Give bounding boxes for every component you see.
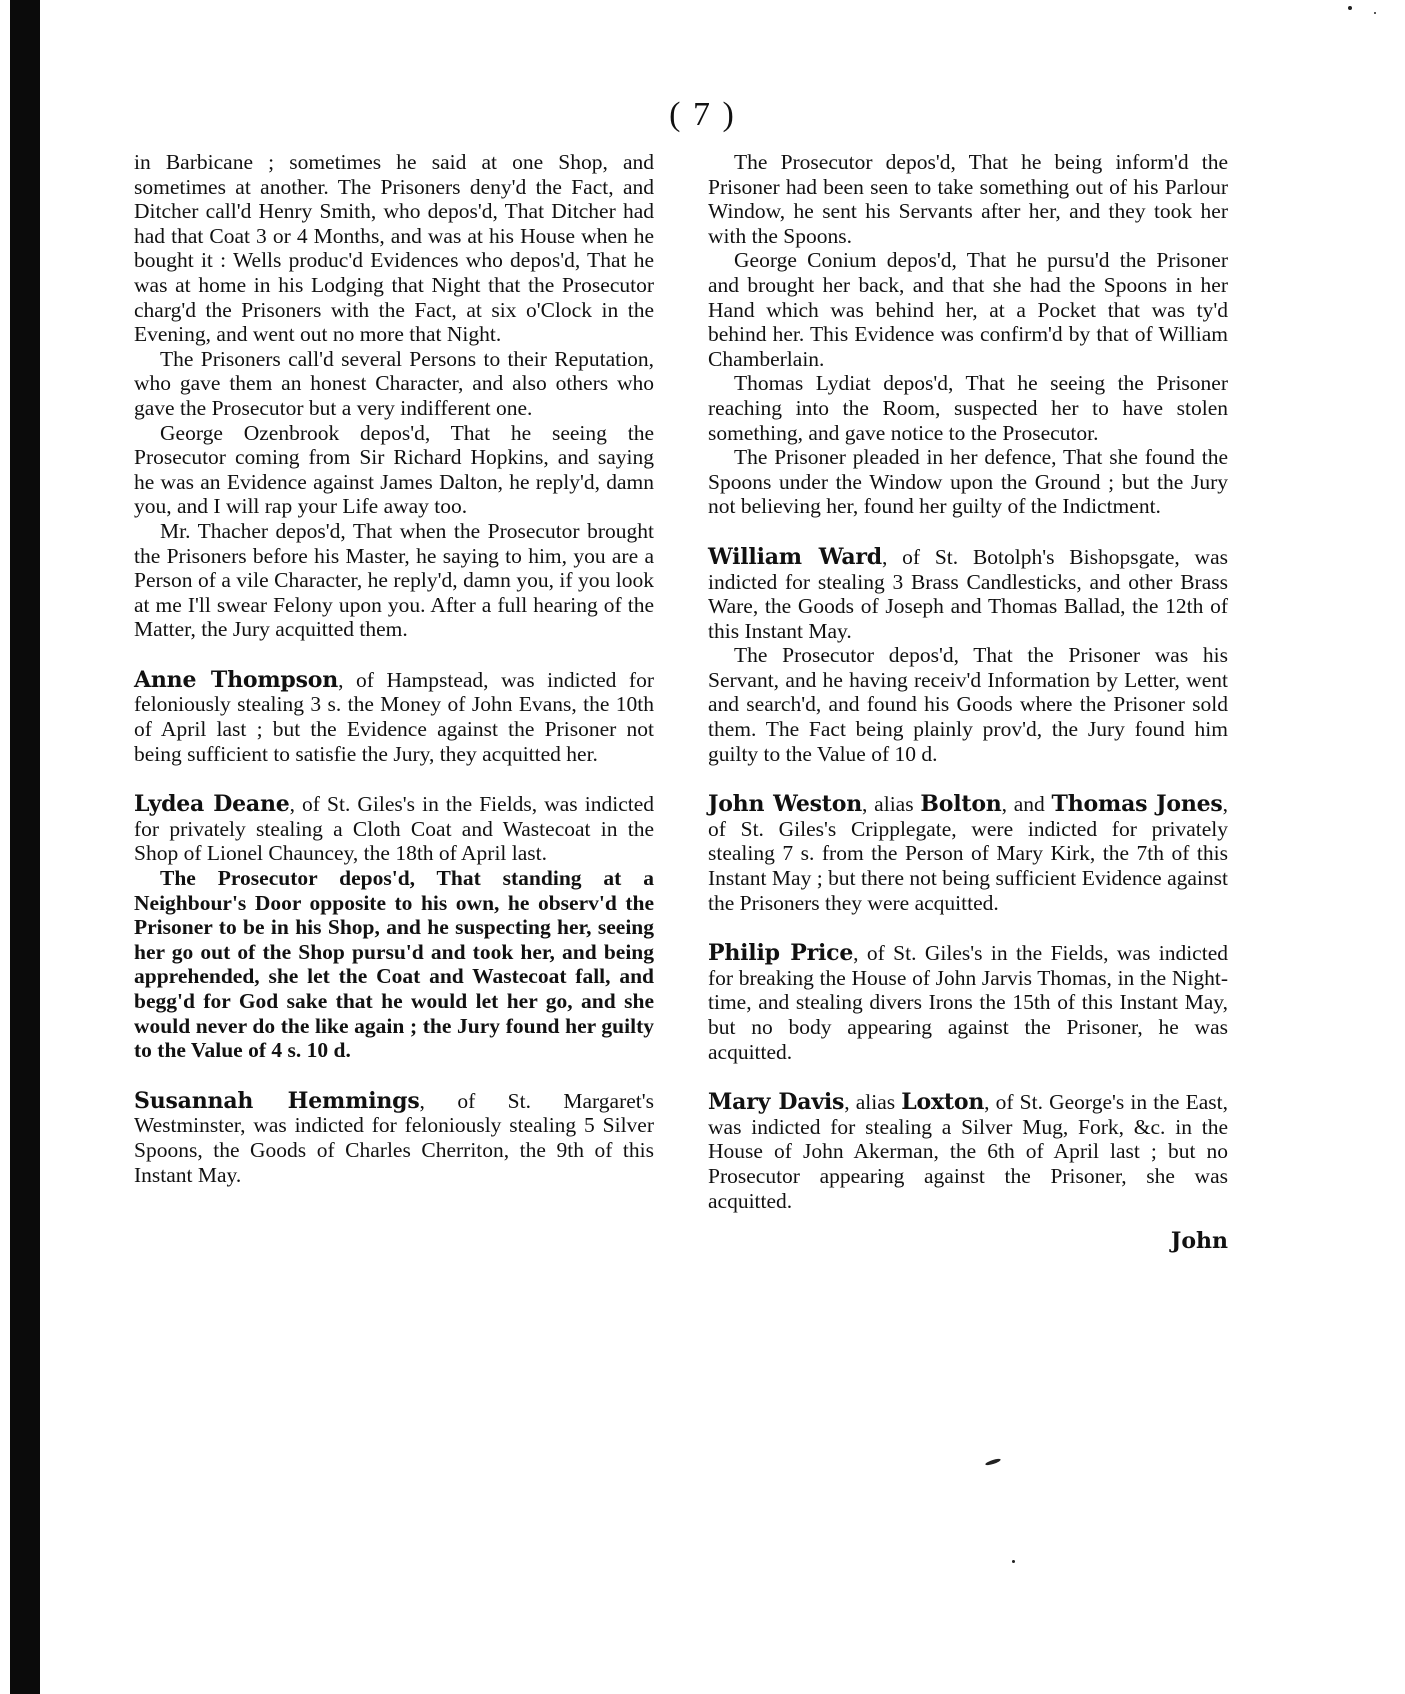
case-entry — [708, 941, 1228, 1064]
defendant-name: John Weston — [708, 791, 863, 818]
defendant-name: Mary Davis — [708, 1089, 845, 1116]
case-heading — [708, 941, 1228, 1064]
paragraph: The Prisoners call'd several Persons to their Reputation, who gave them an honest Character, and also others who gave the Prosecutor but a very indifferent one. — [134, 346, 654, 420]
and-label: , and — [1001, 792, 1052, 817]
paragraph: George Conium depos'd, That he pursu'd the Prisoner and brought her back, and that she had the Spoons in her Hand which was behind her, at a Pocket that was ty'd behind her. This Evidence was confirm'd by that of William Chamberlain. — [708, 248, 1228, 371]
case-entry — [708, 545, 1228, 766]
case-heading — [708, 792, 1228, 915]
alias-name: Bolton — [920, 791, 1002, 818]
case-text: , of St. Giles's Cripplegate, were indicted for privately stealing 7 s. from the Person of Mary Kirk, the 7th of this Instant May ; but there not being sufficient Evidence against the Prisoners they were acquitted. — [708, 792, 1228, 915]
paragraph: George Ozenbrook depos'd, That he seeing the Prosecutor coming from Sir Richard Hopkins, and saying he was an Evidence against James Dalton, he reply'd, damn you, and I will rap your Life away too. — [134, 420, 654, 519]
right-column — [708, 150, 1228, 1254]
ink-speck — [1374, 12, 1376, 14]
paragraph: The Prosecutor depos'd, That standing at a Neighbour's Door opposite to his own, he observ'd the Prisoner to be in his Shop, and he suspecting her, seeing her go out of the Shop pursu'd and took her, and being apprehended, she let the Coat and Wastecoat fall, and begg'd for God sake that he would let her go, and she would never do the like again ; the Jury found her guilty to the Value of 4 s. 10 d. — [134, 866, 654, 1063]
paragraph: The Prisoner pleaded in her defence, That she found the Spoons under the Window upon the Ground ; but the Jury not believing her, found her guilty of the Indictment. — [708, 445, 1228, 519]
page-edge-shadow — [10, 0, 40, 1694]
defendant-name: Philip Price — [708, 940, 854, 967]
alias-label: , alias — [862, 792, 921, 817]
paragraph: Mr. Thacher depos'd, That when the Prosecutor brought the Prisoners before his Master, he saying to him, you are a Person of a vile Character, he reply'd, damn you, if you look at me I'll swear Felony upon you. After a full hearing of the Matter, the Jury acquitted them. — [134, 518, 654, 642]
case-entry — [134, 1089, 654, 1187]
case-entry — [708, 792, 1228, 915]
case-entry — [134, 792, 654, 1063]
case-heading — [134, 668, 654, 766]
defendant-name: Susannah Hemmings — [134, 1087, 420, 1114]
ink-speck — [1012, 1560, 1015, 1563]
alias-name: Loxton — [901, 1089, 985, 1116]
defendant-name: Thomas Jones — [1051, 791, 1223, 818]
case-entry — [708, 1090, 1228, 1213]
case-entry — [134, 668, 654, 766]
ink-speck — [1348, 6, 1352, 10]
case-heading — [708, 1090, 1228, 1213]
case-text: , of St. George's in the East, was indicted for stealing a Silver Mug, Fork, &c. in the House of John Akerman, the 6th of April last ; but no Prosecutor appearing against the Prisoner, she was acquitted. — [708, 1090, 1228, 1213]
paragraph: The Prosecutor depos'd, That he being inform'd the Prisoner had been seen to take something out of his Parlour Window, he sent his Servants after her, and they took her with the Spoons. — [708, 150, 1228, 248]
ink-speck — [985, 1458, 1001, 1467]
paragraph: Thomas Lydiat depos'd, That he seeing the Prisoner reaching into the Room, suspected her to have stolen something, and gave notice to the Prosecutor. — [708, 371, 1228, 445]
case-text: , of St. Botolph's Bishopsgate, was indicted for stealing 3 Brass Candlesticks, and other Brass Ware, the Goods of Joseph and Thomas Ballad, the 12th of this Instant May. — [708, 544, 1228, 643]
defendant-name: Lydea Deane — [134, 791, 290, 818]
paragraph: The Prosecutor depos'd, That the Prisoner was his Servant, and he having receiv'd Information by Letter, went and search'd, and found his Goods where the Prisoner sold them. The Fact being plainly prov'd, the Jury found him guilty to the Value of 10 d. — [708, 643, 1228, 766]
case-text: , of St. Giles's in the Fields, was indicted for privately stealing a Cloth Coat and Wastecoat in the Shop of Lionel Chauncey, the 18th of April last. — [134, 792, 654, 866]
case-text: , of Hampstead, was indicted for feloniously stealing 3 s. the Money of John Evans, the 10th of April last ; but the Evidence against the Prisoner not being sufficient to satisfie the Jury, they acquitted her. — [134, 667, 655, 766]
case-heading — [134, 1089, 654, 1187]
paragraph: in Barbicane ; sometimes he said at one Shop, and sometimes at another. The Prisoners deny'd the Fact, and Ditcher call'd Henry Smith, who depos'd, That Ditcher had had that Coat 3 or 4 Months, and was at his House when he bought it : Wells produc'd Evidences who depos'd, That he was at home in his Lodging that Night that the Prosecutor charg'd the Prisoners with the Fact, at six o'Clock in the Evening, and went out no more that Night. — [134, 150, 654, 347]
page-number: ( 7 ) — [669, 96, 736, 133]
left-column — [134, 150, 654, 1187]
defendant-name: Anne Thompson — [134, 666, 339, 693]
catchword: John — [1170, 1228, 1228, 1255]
case-text: , of St. Giles's in the Fields, was indicted for breaking the House of John Jarvis Thomas, in the Night-time, and stealing divers Irons the 15th of this Instant May, but no body appearing against the Prisoner, he was acquitted. — [708, 941, 1228, 1064]
defendant-name: William Ward — [708, 543, 882, 570]
case-heading — [708, 545, 1228, 643]
case-heading — [134, 792, 654, 866]
alias-label: , alias — [844, 1090, 902, 1115]
case-text: , of St. Margaret's Westminster, was indicted for feloniously stealing 5 Silver Spoons, the Goods of Charles Cherriton, the 9th of this Instant May. — [134, 1088, 655, 1187]
